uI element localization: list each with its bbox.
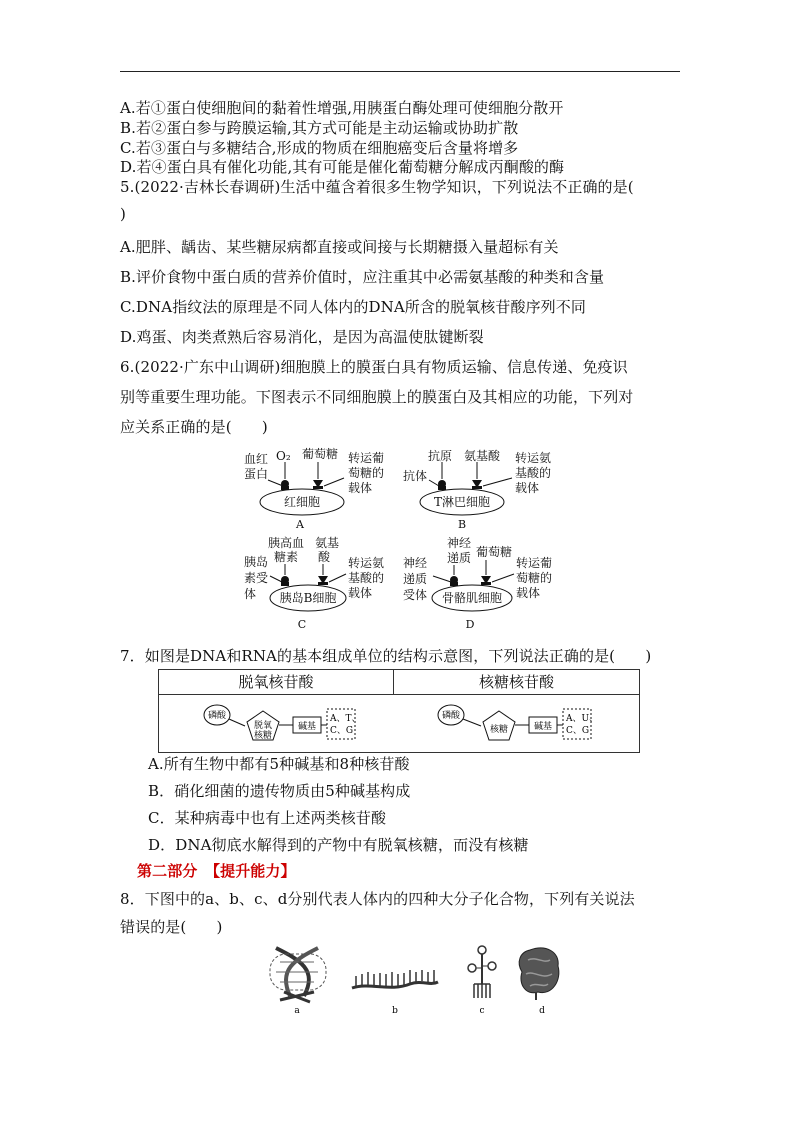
phosphate-label: 磷酸 xyxy=(441,711,461,721)
q4-option-a: A.若①蛋白使细胞间的黏着性增强,用胰蛋白酶处理可使细胞分散开 xyxy=(120,99,564,117)
table-header-dna: 脱氧核苷酸 xyxy=(159,670,394,695)
label: 递质 xyxy=(403,572,428,586)
label: 转运氨 xyxy=(348,556,385,570)
molecule-a-dna xyxy=(270,948,326,1016)
label: 神经 xyxy=(447,536,472,550)
panel-b xyxy=(403,448,551,531)
label-b: b xyxy=(392,1006,398,1016)
cell-label: 胰岛B细胞 xyxy=(279,591,337,605)
panel-letter: D xyxy=(465,618,475,631)
label: 转运葡 xyxy=(516,556,553,570)
phosphate-label: 磷酸 xyxy=(207,711,227,721)
label: 葡萄糖 xyxy=(302,447,339,461)
q8-stem-2: 错误的是( ) xyxy=(120,918,223,936)
cell-label: 红细胞 xyxy=(283,495,321,509)
label: 递质 xyxy=(447,551,472,565)
label: 体 xyxy=(244,587,257,601)
panel-letter: C xyxy=(297,618,307,631)
molecule-c-trna xyxy=(468,946,496,1016)
label: 受体 xyxy=(403,588,428,602)
section-heading: 第二部分 【提升能力】 xyxy=(137,862,296,880)
dna-bases-2: C、G xyxy=(330,726,354,736)
label: 转运氨 xyxy=(515,451,552,465)
label: 神经 xyxy=(403,556,428,570)
base-label: 碱基 xyxy=(297,722,317,732)
panel-a xyxy=(244,446,384,531)
dna-bases: A、T、 xyxy=(330,714,361,724)
label: 血红 xyxy=(244,452,269,466)
label: 胰高血 xyxy=(268,536,305,550)
molecule-d-protein xyxy=(519,948,559,1016)
label: O₂ xyxy=(276,449,291,463)
label: 萄糖的 xyxy=(516,571,553,585)
q6-stem-3: 应关系正确的是( ) xyxy=(120,418,268,436)
q4-option-c: C.若③蛋白与多糖结合,形成的物质在细胞癌变后含量将增多 xyxy=(120,139,519,157)
label-c: c xyxy=(479,1006,485,1016)
label: 糖素 xyxy=(274,550,299,564)
label: 载体 xyxy=(516,586,541,600)
q8-stem-1: 8．下图中的a、b、c、d分别代表人体内的四种大分子化合物，下列有关说法 xyxy=(120,890,635,908)
deoxyribose-label: 脱氧 xyxy=(253,721,273,731)
panel-d xyxy=(403,535,552,631)
label: 载体 xyxy=(348,481,373,495)
label: 萄糖的 xyxy=(348,466,385,480)
panel-c xyxy=(244,535,384,631)
label: 基酸的 xyxy=(348,571,385,585)
q5-option-d: D.鸡蛋、肉类煮熟后容易消化，是因为高温使肽键断裂 xyxy=(120,328,484,346)
q7-option-c: C．某种病毒中也有上述两类核苷酸 xyxy=(148,809,387,827)
cell-label: 骨骼肌细胞 xyxy=(441,591,503,605)
header-rule xyxy=(120,71,680,72)
label: 氨基 xyxy=(315,536,340,550)
label: 抗体 xyxy=(403,469,428,483)
rna-bases-2: C、G xyxy=(566,726,590,736)
q4-option-b: B.若②蛋白参与跨膜运输,其方式可能是主动运输或协助扩散 xyxy=(120,119,519,137)
q6-stem-2: 别等重要生理功能。下图表示不同细胞膜上的膜蛋白及其相应的功能，下列对 xyxy=(120,388,634,406)
label: 载体 xyxy=(348,586,373,600)
q5-stem-close: ) xyxy=(120,205,126,223)
label: 氨基酸 xyxy=(464,449,501,463)
ribose-label: 核糖 xyxy=(489,725,509,735)
nucleotide-diagrams xyxy=(159,695,639,751)
nucleotide-table xyxy=(158,669,640,753)
panel-letter: A xyxy=(296,518,304,531)
cell-label: T淋巴细胞 xyxy=(433,495,491,509)
membrane-protein-figure xyxy=(240,446,570,638)
q7-option-a: A.所有生物中都有5种碱基和8种核苷酸 xyxy=(148,755,410,773)
q7-option-d: D．DNA彻底水解得到的产物中有脱氧核糖，而没有核糖 xyxy=(148,836,529,854)
deoxyribose-label-2: 核糖 xyxy=(253,731,273,741)
macromolecule-figure xyxy=(260,940,560,1020)
label: 酸 xyxy=(318,550,331,564)
panel-letter: B xyxy=(457,518,467,531)
table-header-rna: 核糖核苷酸 xyxy=(394,670,639,695)
label: 素受 xyxy=(244,571,269,585)
label: 载体 xyxy=(515,481,540,495)
base-label: 碱基 xyxy=(533,722,553,732)
q7-option-b: B．硝化细菌的遗传物质由5种碱基构成 xyxy=(148,782,411,800)
rna-bases: A、U、 xyxy=(566,714,599,724)
label: 基酸的 xyxy=(515,466,552,480)
q7-stem: 7．如图是DNA和RNA的基本组成单位的结构示意图，下列说法正确的是( ) xyxy=(120,647,652,665)
label: 转运葡 xyxy=(348,451,385,465)
label: 抗原 xyxy=(428,449,453,463)
label: 蛋白 xyxy=(244,467,269,481)
molecule-b-rna xyxy=(352,970,438,1016)
label-d: d xyxy=(539,1006,545,1016)
q6-stem-1: 6.(2022·广东中山调研)细胞膜上的膜蛋白具有物质运输、信息传递、免疫识 xyxy=(120,358,628,376)
q4-option-d: D.若④蛋白具有催化功能,其有可能是催化葡萄糖分解成丙酮酸的酶 xyxy=(120,158,565,176)
q5-option-c: C.DNA指纹法的原理是不同人体内的DNA所含的脱氧核苷酸序列不同 xyxy=(120,298,586,316)
label-a: a xyxy=(294,1006,300,1016)
q5-stem: 5.(2022·吉林长春调研)生活中蕴含着很多生物学知识，下列说法不正确的是( xyxy=(120,178,634,196)
label: 葡萄糖 xyxy=(476,545,513,559)
q5-option-a: A.肥胖、龋齿、某些糖尿病都直接或间接与长期糖摄入量超标有关 xyxy=(120,238,559,256)
q5-option-b: B.评价食物中蛋白质的营养价值时，应注重其中必需氨基酸的种类和含量 xyxy=(120,268,605,286)
label: 胰岛 xyxy=(244,555,269,569)
